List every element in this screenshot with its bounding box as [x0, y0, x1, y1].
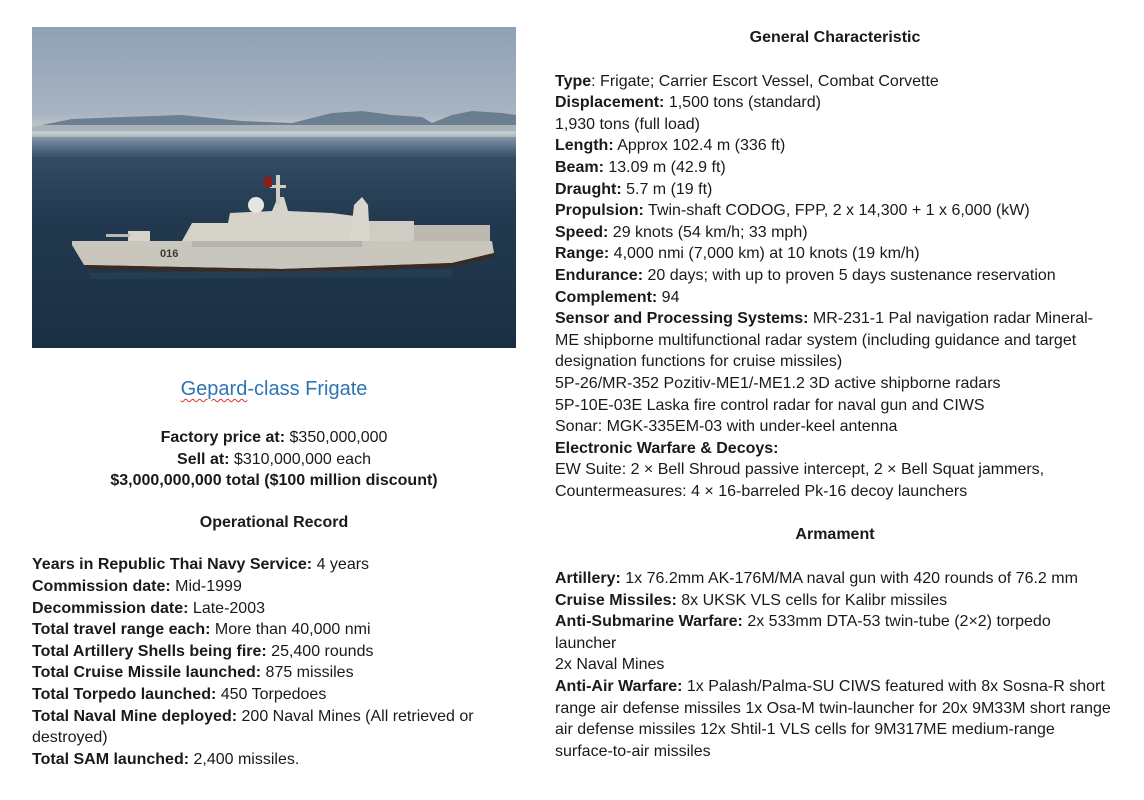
factory-price-label: Factory price at:: [160, 429, 286, 446]
spec-value: 13.09 m (42.9 ft): [603, 158, 726, 176]
armament-value: 2x 533mm DTA-53 twin-tube (2×2) torpedo launcher: [555, 613, 1051, 652]
spec-value: 1,930 tons (full load): [555, 115, 700, 133]
spec-item: [555, 135, 1115, 157]
spec-value: 20 days; with up to proven 5 days sustenance reservation: [643, 266, 1056, 284]
frigate-photo: [32, 27, 516, 348]
spec-value: EW Suite: 2 × Bell Shroud passive intercept, 2 × Bell Squat jammers,: [555, 461, 1045, 479]
op-item-label: Decommission date:: [32, 599, 189, 617]
spec-label: Displacement:: [555, 94, 665, 112]
spec-item: [555, 459, 1115, 481]
op-item-label: Total Torpedo launched:: [32, 685, 217, 703]
armament-value: 1x 76.2mm AK-176M/MA naval gun with 420 rounds of 76.2 mm: [620, 570, 1078, 588]
spec-label: Electronic Warfare & Decoys:: [555, 439, 779, 457]
spec-value: : Frigate; Carrier Escort Vessel, Combat Corvette: [591, 72, 939, 90]
spec-label: Sensor and Processing Systems:: [555, 310, 809, 328]
op-item: [32, 662, 516, 684]
armament-value: 2x Naval Mines: [555, 656, 665, 674]
spec-item: [555, 114, 1115, 136]
spec-label: Propulsion:: [555, 202, 644, 220]
op-item: [32, 576, 516, 598]
op-item-label: Total Artillery Shells being fire:: [32, 642, 267, 660]
left-column: [32, 27, 516, 770]
op-item-value: 200 Naval Mines (All retrieved or destroyed): [32, 707, 474, 747]
op-item: [32, 554, 516, 576]
spec-value: 1,500 tons (standard): [664, 94, 821, 112]
armament-value: 8x UKSK VLS cells for Kalibr missiles: [676, 591, 948, 609]
spec-item: [555, 416, 1115, 438]
op-item-value: 875 missiles: [261, 664, 354, 682]
op-item-value: 450 Torpedoes: [216, 685, 327, 703]
spec-value: Approx 102.4 m (336 ft): [613, 137, 786, 155]
armament-item: [555, 590, 1115, 612]
armament-list: [555, 568, 1115, 762]
spec-item: [555, 243, 1115, 265]
spec-item: [555, 287, 1115, 309]
spec-label: Complement:: [555, 288, 658, 306]
armament-label: Anti-Submarine Warfare:: [555, 613, 743, 631]
factory-price: [32, 427, 516, 449]
spec-value: Twin-shaft CODOG, FPP, 2 x 14,300 + 1 x 6,000 (kW): [643, 202, 1030, 220]
sell-price-label: Sell at:: [177, 450, 230, 468]
armament-item: [555, 654, 1115, 676]
spec-item: [555, 222, 1115, 244]
spec-label: Range:: [555, 245, 610, 263]
op-item-label: Total travel range each:: [32, 621, 211, 639]
spec-item: [555, 438, 1115, 460]
total-price: $3,000,000,000 total ($100 million discount): [110, 472, 438, 490]
op-item-label: Commission date:: [32, 577, 171, 595]
spec-label: Speed:: [555, 223, 609, 241]
spec-value: 4,000 nmi (7,000 km) at 10 knots (19 km/h): [609, 245, 920, 263]
spec-label: Length:: [555, 137, 614, 155]
spec-item: [555, 395, 1115, 417]
armament-item: [555, 676, 1115, 762]
op-item-label: Years in Republic Thai Navy Service:: [32, 556, 313, 574]
op-item-value: Mid-1999: [170, 577, 242, 595]
spec-item: [555, 373, 1115, 395]
sell-price: [32, 449, 516, 471]
armament-label: Cruise Missiles:: [555, 591, 677, 609]
op-item: [32, 619, 516, 641]
spec-item: [555, 92, 1115, 114]
op-item: [32, 641, 516, 663]
spec-item: [555, 308, 1115, 373]
sell-price-value: $310,000,000 each: [229, 450, 371, 468]
spec-item: [555, 265, 1115, 287]
op-item-value: More than 40,000 nmi: [210, 621, 371, 639]
right-column: [555, 27, 1115, 762]
armament-label: Anti-Air Warfare:: [555, 678, 683, 696]
spec-value: 5P-26/MR-352 Pozitiv-ME1/-ME1.2 3D active shipborne radars: [555, 374, 1001, 392]
spec-item: [555, 157, 1115, 179]
spec-value: 29 knots (54 km/h; 33 mph): [608, 223, 808, 241]
hull-number: 016: [160, 248, 179, 260]
op-item: [32, 749, 516, 771]
frigate-photo-art: [32, 27, 516, 348]
spec-value: 94: [657, 288, 680, 306]
op-item-label: Total SAM launched:: [32, 750, 190, 768]
spec-label: Beam:: [555, 158, 604, 176]
operational-record-heading: Operational Record: [199, 513, 349, 531]
ship-title: [32, 375, 516, 403]
factory-price-value: $350,000,000: [285, 429, 388, 446]
spec-label: Endurance:: [555, 266, 644, 284]
spec-value: Sonar: MGK-335EM-03 with under-keel antenna: [555, 418, 898, 436]
op-item-value: 2,400 missiles.: [189, 750, 300, 768]
op-item-value: 25,400 rounds: [266, 642, 374, 660]
ship-title-class: Gepard: [180, 378, 248, 400]
spec-value: MR-231-1 Pal navigation radar Mineral-ME shipborne multifunctional radar system (including guidance and target designation functions for cruise missiles): [555, 310, 1094, 371]
spec-value: 5P-10E-03E Laska fire control radar for naval gun and CIWS: [555, 396, 985, 414]
op-item: [32, 598, 516, 620]
spec-item: [555, 71, 1115, 93]
pricing-block: [32, 427, 516, 492]
armament-item: [555, 568, 1115, 590]
spec-label: Draught:: [555, 180, 622, 198]
spec-value: 5.7 m (19 ft): [621, 180, 713, 198]
general-characteristic-heading: General Characteristic: [749, 29, 921, 46]
op-item: [32, 684, 516, 706]
armament-item: [555, 611, 1115, 654]
op-item: [32, 706, 516, 749]
spec-value: Countermeasures: 4 × 16-barreled Pk-16 decoy launchers: [555, 482, 968, 500]
op-item-label: Total Cruise Missile launched:: [32, 664, 262, 682]
op-item-label: Total Naval Mine deployed:: [32, 707, 238, 725]
spec-item: [555, 481, 1115, 503]
armament-heading: Armament: [795, 526, 875, 544]
spec-label: Type: [555, 72, 592, 90]
spec-item: [555, 179, 1115, 201]
spec-item: [555, 200, 1115, 222]
op-item-value: Late-2003: [188, 599, 265, 617]
operational-record-list: [32, 554, 516, 770]
ship-title-rest: -class Frigate: [247, 378, 368, 400]
general-characteristic-list: [555, 71, 1115, 503]
armament-label: Artillery:: [555, 570, 621, 588]
armament-value: 1x Palash/Palma-SU CIWS featured with 8x Sosna-R short range air defense missiles 1x Osa-M twin-launcher for 20x 9M33M short range air defense missiles 12x Shtil-1 VLS cells for 9M317ME medium-range surface-to-air missiles: [555, 678, 1111, 760]
op-item-value: 4 years: [312, 556, 370, 574]
